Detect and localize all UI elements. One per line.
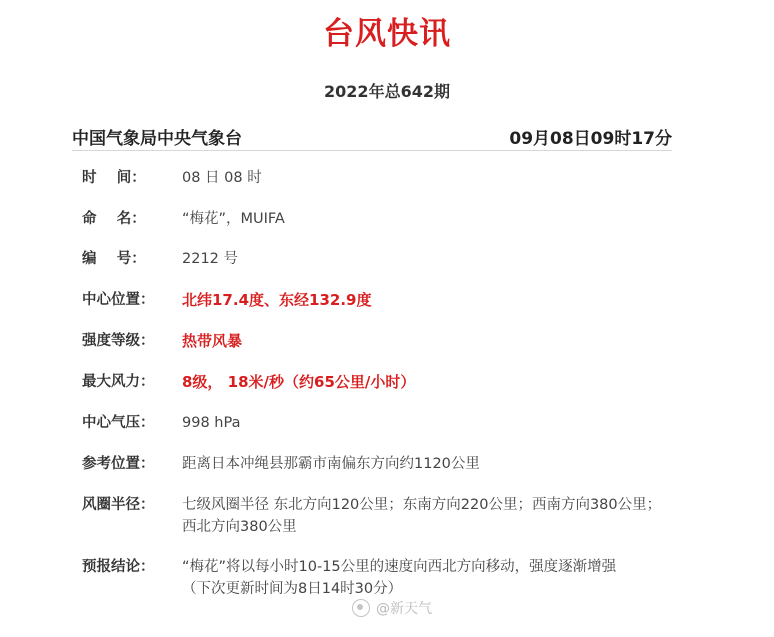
next-update-note: （下次更新时间为8日14时30分） [182,581,403,597]
row-label: 编 号： [82,251,146,267]
row-label: 预报结论： [82,559,155,575]
row-value: “梅花”，MUIFA [182,211,285,227]
row-label: 命 名： [82,211,146,227]
watermark [352,598,432,618]
row-value [182,556,662,600]
row-label: 参考位置： [82,456,155,472]
row-value: 08 日 08 时 [182,170,262,186]
row-value: 2212 号 [182,251,239,267]
row-value: 距离日本冲绳县那霸市南偏东方向约1120公里 [182,456,480,472]
row-value: 七级风圈半径 东北方向120公里；东南方向220公里；西南方向380公里；西北方向380公里 [182,497,662,535]
row-label: 中心位置： [82,292,155,308]
issue-number: 2022年总642期 [324,82,450,101]
row-label: 中心气压： [82,415,155,431]
forecast-text: “梅花”将以每小时10-15公里的速度向西北方向移动，强度逐渐增强 [182,559,617,575]
header-divider [72,150,672,151]
row-label: 风圈半径： [82,497,155,513]
row-value: 北纬17.4度、东经132.9度 [182,291,372,309]
row-label: 最大风力： [82,374,155,390]
issue-timestamp: 09月08日09时17分 [509,129,672,149]
row-label: 强度等级： [82,333,155,349]
row-value: 热带风暴 [182,332,243,350]
row-value: 998 hPa [182,415,241,431]
issuing-agency: 中国气象局中央气象台 [72,129,242,149]
page-title: 台风快讯 [323,16,451,52]
row-value: 8级， 18米/秒（约65公里/小时） [182,373,416,391]
weibo-logo-icon [352,599,370,617]
row-label: 时 间： [82,170,146,186]
watermark-text: @新天气 [376,601,432,617]
